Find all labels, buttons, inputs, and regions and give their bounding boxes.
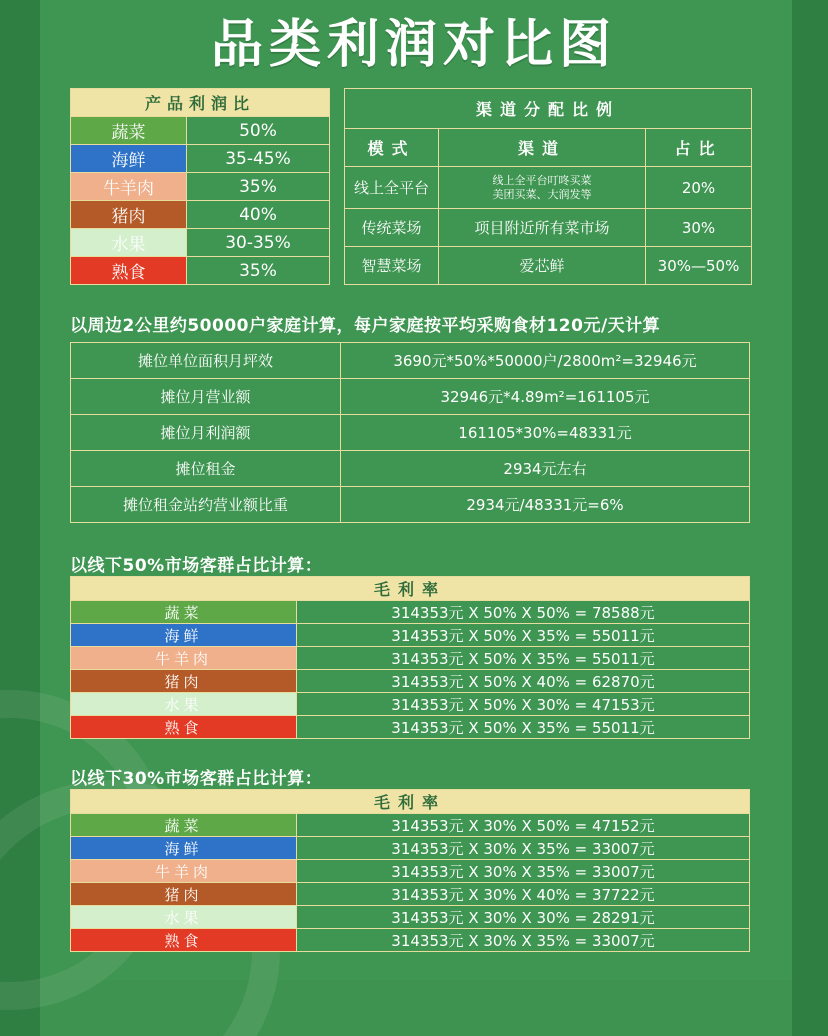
formula-cell: 314353元 X 50% X 40% = 62870元 bbox=[297, 670, 750, 693]
share-cell: 30% bbox=[646, 209, 752, 247]
profit-value: 35% bbox=[187, 257, 330, 285]
profit-value: 35% bbox=[187, 173, 330, 201]
category-cell: 牛羊肉 bbox=[71, 173, 187, 201]
category-cell: 猪肉 bbox=[71, 883, 297, 906]
margin-table-30 bbox=[70, 789, 750, 952]
calc-value: 2934元/48331元=6% bbox=[341, 487, 750, 523]
category-cell: 熟食 bbox=[71, 257, 187, 285]
calc-heading: 以周边2公里约50000户家庭计算，每户家庭按平均采购食材120元/天计算 bbox=[70, 316, 661, 336]
category-cell: 牛羊肉 bbox=[71, 860, 297, 883]
channel-cell: 项目附近所有菜市场 bbox=[439, 209, 646, 247]
calc-value: 2934元左右 bbox=[341, 451, 750, 487]
category-cell: 水果 bbox=[71, 906, 297, 929]
formula-cell: 314353元 X 50% X 35% = 55011元 bbox=[297, 647, 750, 670]
formula-cell: 314353元 X 50% X 30% = 47153元 bbox=[297, 693, 750, 716]
profit-value: 30-35% bbox=[187, 229, 330, 257]
channel-cell bbox=[439, 167, 646, 209]
calc-label: 摊位单位面积月坪效 bbox=[71, 343, 341, 379]
calc-label: 摊位租金站约营业额比重 bbox=[71, 487, 341, 523]
category-cell: 水果 bbox=[71, 229, 187, 257]
category-cell: 蔬菜 bbox=[71, 601, 297, 624]
channel-cell: 爱芯鲜 bbox=[439, 247, 646, 285]
mode-cell: 智慧菜场 bbox=[345, 247, 439, 285]
margin-header: 毛利率 bbox=[71, 790, 750, 814]
margin-table-50 bbox=[70, 576, 750, 739]
column-header: 占比 bbox=[646, 129, 752, 167]
category-cell: 猪肉 bbox=[71, 201, 187, 229]
calc-label: 摊位租金 bbox=[71, 451, 341, 487]
profit-table bbox=[70, 88, 330, 285]
page-title: 品类利润对比图 bbox=[210, 15, 617, 75]
category-cell: 熟食 bbox=[71, 716, 297, 739]
formula-cell: 314353元 X 30% X 40% = 37722元 bbox=[297, 883, 750, 906]
right-edge bbox=[792, 0, 828, 1036]
column-header: 模式 bbox=[345, 129, 439, 167]
formula-cell: 314353元 X 30% X 50% = 47152元 bbox=[297, 814, 750, 837]
category-cell: 熟食 bbox=[71, 929, 297, 952]
category-cell: 蔬菜 bbox=[71, 814, 297, 837]
calc-value: 161105*30%=48331元 bbox=[341, 415, 750, 451]
category-cell: 水果 bbox=[71, 693, 297, 716]
category-cell: 海鲜 bbox=[71, 837, 297, 860]
category-cell: 牛羊肉 bbox=[71, 647, 297, 670]
category-cell: 蔬菜 bbox=[71, 117, 187, 145]
formula-cell: 314353元 X 50% X 50% = 78588元 bbox=[297, 601, 750, 624]
column-header: 渠道 bbox=[439, 129, 646, 167]
share-cell: 20% bbox=[646, 167, 752, 209]
calc-label: 摊位月营业额 bbox=[71, 379, 341, 415]
profit-value: 40% bbox=[187, 201, 330, 229]
margin-header: 毛利率 bbox=[71, 577, 750, 601]
formula-cell: 314353元 X 50% X 35% = 55011元 bbox=[297, 716, 750, 739]
profit-value: 50% bbox=[187, 117, 330, 145]
share-cell: 30%—50% bbox=[646, 247, 752, 285]
profit-value: 35-45% bbox=[187, 145, 330, 173]
calc-table bbox=[70, 342, 750, 523]
channel-table bbox=[344, 88, 752, 285]
formula-cell: 314353元 X 30% X 30% = 28291元 bbox=[297, 906, 750, 929]
channel-line: 线上全平台叮咚买菜 bbox=[492, 173, 592, 187]
formula-cell: 314353元 X 30% X 35% = 33007元 bbox=[297, 860, 750, 883]
category-cell: 海鲜 bbox=[71, 145, 187, 173]
section30-heading: 以线下30%市场客群占比计算： bbox=[70, 769, 323, 789]
channel-table-header: 渠道分配比例 bbox=[345, 89, 752, 129]
section50-heading: 以线下50%市场客群占比计算： bbox=[70, 556, 323, 576]
category-cell: 猪肉 bbox=[71, 670, 297, 693]
calc-value: 32946元*4.89m²=161105元 bbox=[341, 379, 750, 415]
calc-label: 摊位月利润额 bbox=[71, 415, 341, 451]
formula-cell: 314353元 X 30% X 35% = 33007元 bbox=[297, 929, 750, 952]
calc-value: 3690元*50%*50000户/2800m²=32946元 bbox=[341, 343, 750, 379]
profit-table-header: 产品利润比 bbox=[71, 89, 330, 117]
formula-cell: 314353元 X 30% X 35% = 33007元 bbox=[297, 837, 750, 860]
category-cell: 海鲜 bbox=[71, 624, 297, 647]
channel-line: 美团买菜、大润发等 bbox=[492, 187, 592, 201]
formula-cell: 314353元 X 50% X 35% = 55011元 bbox=[297, 624, 750, 647]
mode-cell: 线上全平台 bbox=[345, 167, 439, 209]
mode-cell: 传统菜场 bbox=[345, 209, 439, 247]
